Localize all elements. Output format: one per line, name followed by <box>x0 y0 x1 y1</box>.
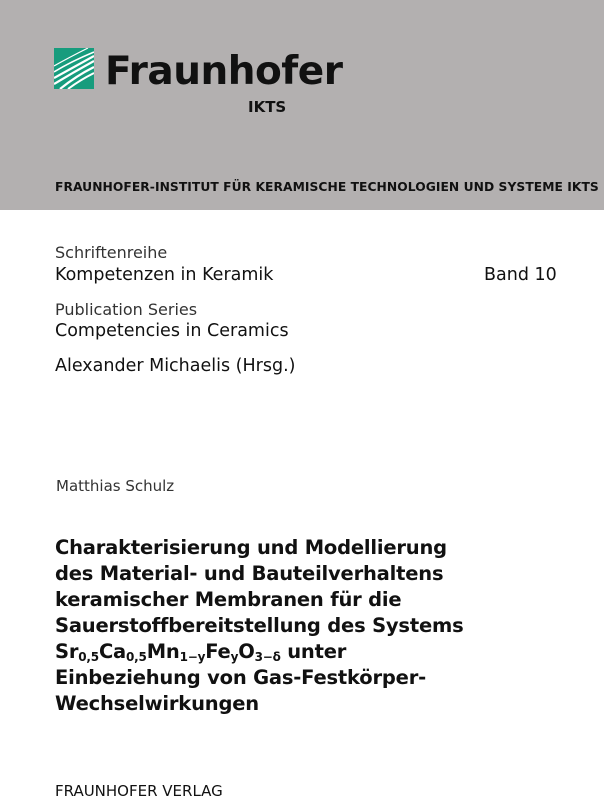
formula-subscript: 3−δ <box>254 650 281 664</box>
logo-subtitle: IKTS <box>248 98 287 116</box>
title-formula-line <box>55 639 464 665</box>
series-label-en: Publication Series <box>55 300 198 319</box>
title-line: Charakterisierung und Modellierung <box>55 536 447 559</box>
title-line: Einbeziehung von Gas-Festkörper- <box>55 666 427 689</box>
title-line: des Material- und Bauteilverhaltens <box>55 562 444 585</box>
book-title <box>55 535 464 717</box>
institute-name: FRAUNHOFER-INSTITUT FÜR KERAMISCHE TECHNOLOGIEN UND SYSTEME IKTS <box>55 180 599 194</box>
title-line: keramischer Membranen für die <box>55 588 402 611</box>
volume-number: Band 10 <box>484 265 557 285</box>
formula-element: Fe <box>205 640 231 663</box>
formula-element: Ca <box>98 640 127 663</box>
publisher: FRAUNHOFER VERLAG <box>55 782 223 800</box>
author: Matthias Schulz <box>56 477 175 495</box>
formula-element: Mn <box>146 640 180 663</box>
logo-wordmark: Fraunhofer <box>105 49 343 94</box>
formula-subscript: y <box>230 650 239 664</box>
formula-subscript: 0,5 <box>126 650 147 664</box>
formula-subscript: 0,5 <box>78 650 99 664</box>
fraunhofer-logo-icon <box>54 48 94 89</box>
title-line: Sauerstoffbereitstellung des Systems <box>55 614 464 637</box>
formula-element: O <box>238 640 255 663</box>
formula-element: Sr <box>55 640 79 663</box>
series-name-de: Kompetenzen in Keramik <box>55 265 274 285</box>
series-label-de: Schriftenreihe <box>55 243 168 262</box>
series-name-en: Competencies in Ceramics <box>55 321 289 341</box>
editor: Alexander Michaelis (Hrsg.) <box>55 356 296 376</box>
header-band <box>0 0 604 210</box>
formula-subscript: 1−y <box>179 650 206 664</box>
title-line: Wechselwirkungen <box>55 692 259 715</box>
formula-tail: unter <box>280 640 347 663</box>
